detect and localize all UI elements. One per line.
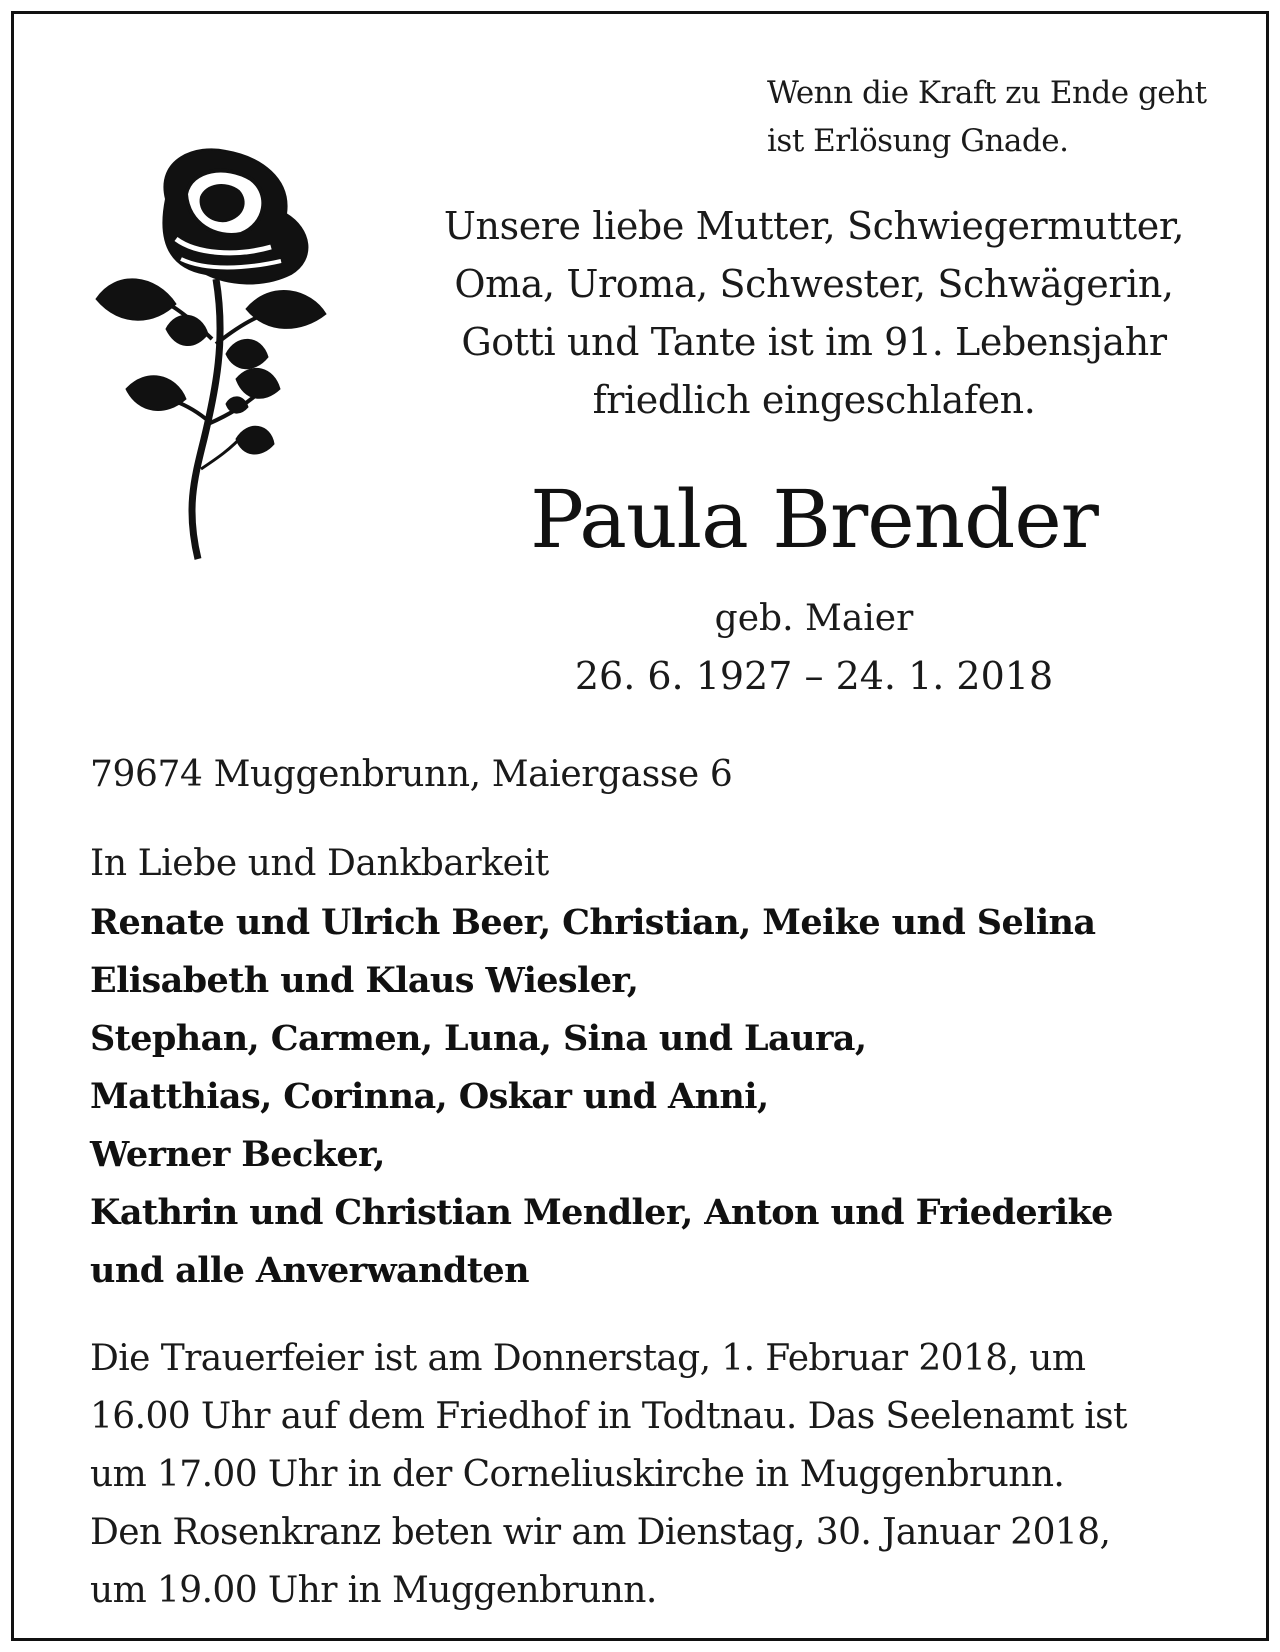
announcement-line: Oma, Uroma, Schwester, Schwägerin, (454, 262, 1174, 306)
motto-verse (767, 69, 1247, 165)
service-line: um 17.00 Uhr in der Corneliuskirche in Muggenbrunn. (90, 1454, 1065, 1495)
service-line: um 19.00 Uhr in Muggenbrunn. (90, 1570, 657, 1611)
deceased-name: Paula Brender (530, 473, 1098, 566)
mourner-line: Kathrin und Christian Mendler, Anton und Friederike (90, 1192, 1113, 1233)
service-line: 16.00 Uhr auf dem Friedhof in Todtnau. Das Seelenamt ist (90, 1396, 1127, 1437)
mourner-line: Matthias, Corinna, Oskar und Anni, (90, 1076, 769, 1117)
maiden-name: geb. Maier (714, 598, 914, 639)
mourner-line: Stephan, Carmen, Luna, Sina und Laura, (90, 1018, 867, 1059)
announcement-line: friedlich eingeschlafen. (592, 378, 1036, 422)
announcement-line: Unsere liebe Mutter, Schwiegermutter, (443, 204, 1185, 248)
service-line: Den Rosenkranz beten wir am Dienstag, 30. Januar 2018, (90, 1512, 1111, 1553)
mourner-line: Elisabeth und Klaus Wiesler, (90, 960, 639, 1001)
announcement-line: Gotti und Tante ist im 91. Lebensjahr (461, 320, 1167, 364)
rose-icon (76, 139, 346, 579)
motto-line: Wenn die Kraft zu Ende geht (767, 75, 1207, 111)
address: 79674 Muggenbrunn, Maiergasse 6 (90, 754, 733, 795)
service-line: Die Trauerfeier ist am Donnerstag, 1. Februar 2018, um (90, 1338, 1086, 1379)
service-details (90, 1330, 1250, 1620)
motto-line: ist Erlösung Gnade. (767, 123, 1069, 159)
obituary-frame (11, 11, 1269, 1641)
mourner-line: und alle Anverwandten (90, 1250, 529, 1291)
life-dates: 26. 6. 1927 – 24. 1. 2018 (574, 654, 1054, 698)
mourner-line: Werner Becker, (90, 1134, 385, 1175)
mourners-intro: In Liebe und Dankbarkeit (90, 843, 549, 884)
mourner-line: Renate und Ulrich Beer, Christian, Meike und Selina (90, 902, 1096, 943)
mourners-list (90, 894, 1230, 1300)
announcement-text (394, 197, 1234, 429)
